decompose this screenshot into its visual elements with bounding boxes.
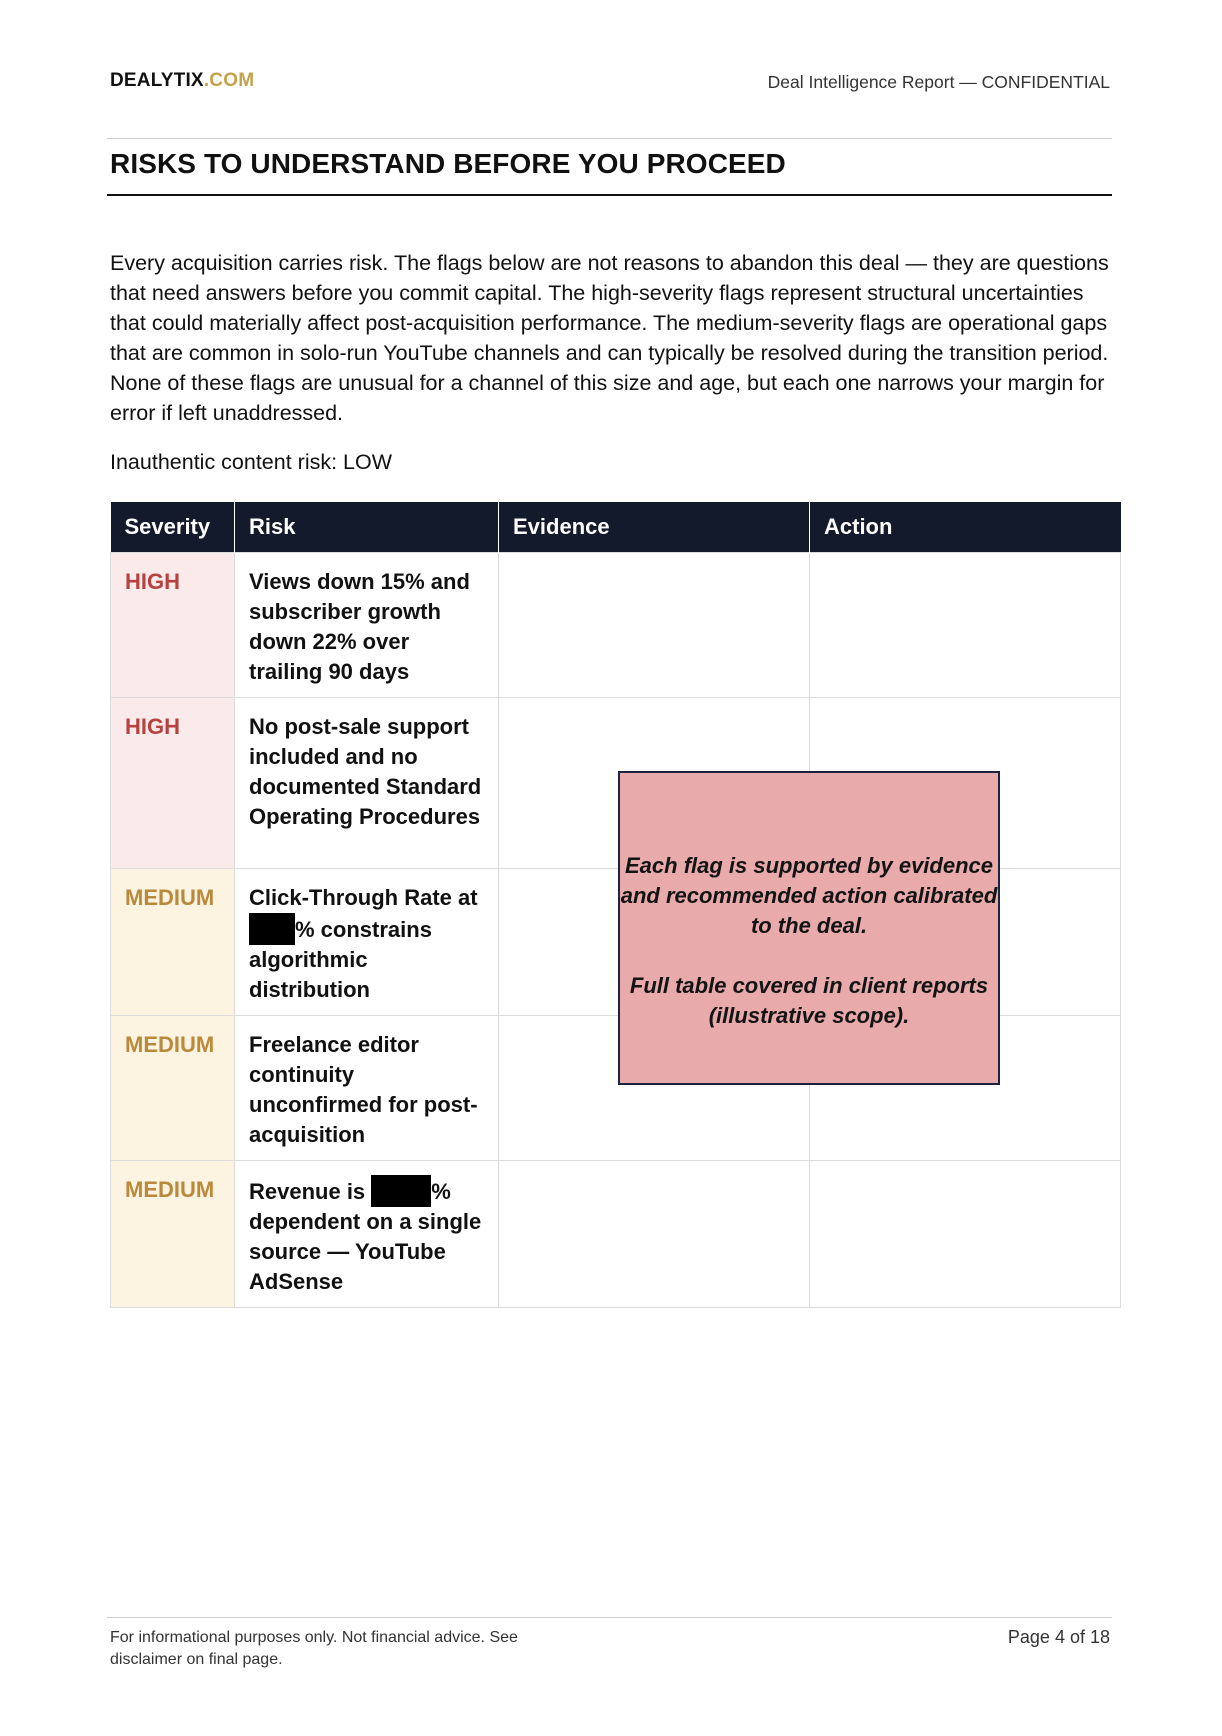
coverage-notice-box <box>618 771 1000 1085</box>
intro-paragraph: Every acquisition carries risk. The flags below are not reasons to abandon this deal — they are questions that need answers before you commit capital. The high-severity flags represent structural uncertainties that could materially affect post-acquisition performance. The medium-severity flags are operational gaps that are common in solo-run YouTube channels and can typically be resolved during the transition period. None of these flags are unusual for a channel of this size and age, but each one narrows your margin for error if left unaddressed. <box>110 251 1109 425</box>
risk-description <box>235 1161 499 1308</box>
table-header-row <box>111 502 1121 553</box>
brand-tld: .COM <box>203 70 255 91</box>
header-evidence: Evidence <box>499 502 810 553</box>
evidence-cell <box>499 1161 810 1308</box>
severity-badge: HIGH <box>111 698 235 869</box>
redaction-block <box>371 1175 431 1207</box>
header-risk: Risk <box>235 502 499 553</box>
severity-badge: MEDIUM <box>111 1016 235 1161</box>
risk-description: Freelance editor continuity unconfirmed for post-acquisition <box>235 1016 499 1161</box>
risk-text-start: Revenue is <box>249 1179 366 1204</box>
report-label: Deal Intelligence Report — CONFIDENTIAL <box>767 72 1110 92</box>
risk-description: No post-sale support included and no documented Standard Operating Procedures <box>235 698 499 869</box>
inauthentic-risk-line: Inauthentic content risk: LOW <box>110 450 393 474</box>
brand-logo <box>110 70 254 92</box>
risk-text-end: % constrains algorithmic distribution <box>249 917 432 1002</box>
severity-badge: HIGH <box>111 553 235 698</box>
redaction-block <box>249 913 295 945</box>
risk-description: Views down 15% and subscriber growth down 22% over trailing 90 days <box>235 553 499 698</box>
action-cell <box>810 1161 1121 1308</box>
coverage-notice-line-2: Full table covered in client reports (illustrative scope). <box>629 973 989 1028</box>
header-severity: Severity <box>111 502 235 553</box>
table-row <box>111 1161 1121 1308</box>
severity-badge: MEDIUM <box>111 1161 235 1308</box>
risk-text-start: Click-Through Rate at <box>249 885 478 910</box>
severity-badge: MEDIUM <box>111 869 235 1016</box>
page-number: Page 4 of 18 <box>1007 1627 1110 1647</box>
footer-divider <box>107 1617 1112 1618</box>
risk-description <box>235 869 499 1016</box>
brand-name: DEALYTIX <box>110 70 204 91</box>
action-cell <box>810 553 1121 698</box>
coverage-notice-line-1: Each flag is supported by evidence and recommended action calibrated to the deal. <box>620 853 998 938</box>
header-action: Action <box>810 502 1121 553</box>
footer-disclaimer: For informational purposes only. Not financial advice. See disclaimer on final page. <box>110 1629 518 1668</box>
page-header <box>110 70 1110 100</box>
risk-text-end: % dependent on a single source — YouTube AdSense <box>249 1179 482 1294</box>
table-row <box>111 553 1121 698</box>
evidence-cell <box>499 553 810 698</box>
header-divider <box>107 138 1112 139</box>
title-divider <box>107 194 1112 196</box>
page-title: RISKS TO UNDERSTAND BEFORE YOU PROCEED <box>110 148 786 179</box>
